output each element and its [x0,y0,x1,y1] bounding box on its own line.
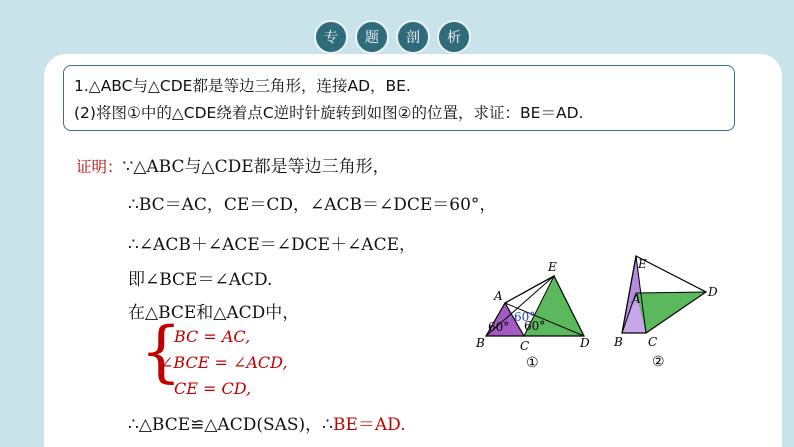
tab-zhuan[interactable]: 专 [314,20,348,54]
equation-system [140,313,310,403]
proof-line-3: ∴∠ACB＋∠ACE＝∠DCE＋∠ACE， [128,235,417,255]
proof-conclusion: ∴△BCE≌△ACD(SAS)，∴ [128,415,333,435]
problem-line-1: 1.△ABC与△CDE都是等边三角形，连接AD，BE. [74,77,411,95]
figure-1-caption: ① [526,355,539,371]
angle-label-2: 60° [514,310,536,324]
tab-xi[interactable]: 析 [437,20,471,54]
figure-1 [470,255,600,375]
problem-line-2: (2)将图①中的△CDE绕着点C逆时针旋转到如图②的位置，求证：BE＝AD. [74,104,584,122]
proof-line-5: 在△BCE和△ACD中， [128,303,300,323]
tab-pou[interactable]: 剖 [396,20,430,54]
proof-line-1 [76,152,390,177]
label-b: B [476,336,485,350]
label-d-2: D [708,285,718,299]
label-e-2: E [638,257,647,271]
proof-line-6 [128,410,406,435]
angle-label-3: 60° [524,319,546,333]
proof-label: 证明： [76,158,123,176]
equation-1: BC = AC, [174,327,251,346]
label-c: C [520,339,530,353]
proof-result: BE＝AD. [333,415,406,435]
figure-2 [608,248,728,373]
angle-label-1: 60° [488,320,510,334]
left-brace: { [140,313,182,390]
proof-line-2: ∴BC＝AC，CE＝CD，∠ACB＝∠DCE＝60°， [128,195,497,215]
equation-2: ∠BCE = ∠ACD, [160,353,288,372]
label-a: A [494,289,503,303]
label-c-2: C [648,335,658,349]
label-e: E [548,260,557,274]
proof-line-4: 即∠BCE＝∠ACD. [128,270,273,290]
equation-3: CE = CD, [174,379,252,398]
proof-text-1: ∵△ABC与△CDE都是等边三角形， [122,157,390,177]
label-a-2: A [632,292,641,306]
label-b-2: B [614,335,623,349]
tab-ti[interactable]: 题 [355,20,389,54]
figure-2-caption: ② [652,354,665,370]
triangle-acd-fill [636,292,706,333]
problem-box [63,65,735,131]
section-tabs [0,20,794,56]
label-d: D [580,336,590,350]
